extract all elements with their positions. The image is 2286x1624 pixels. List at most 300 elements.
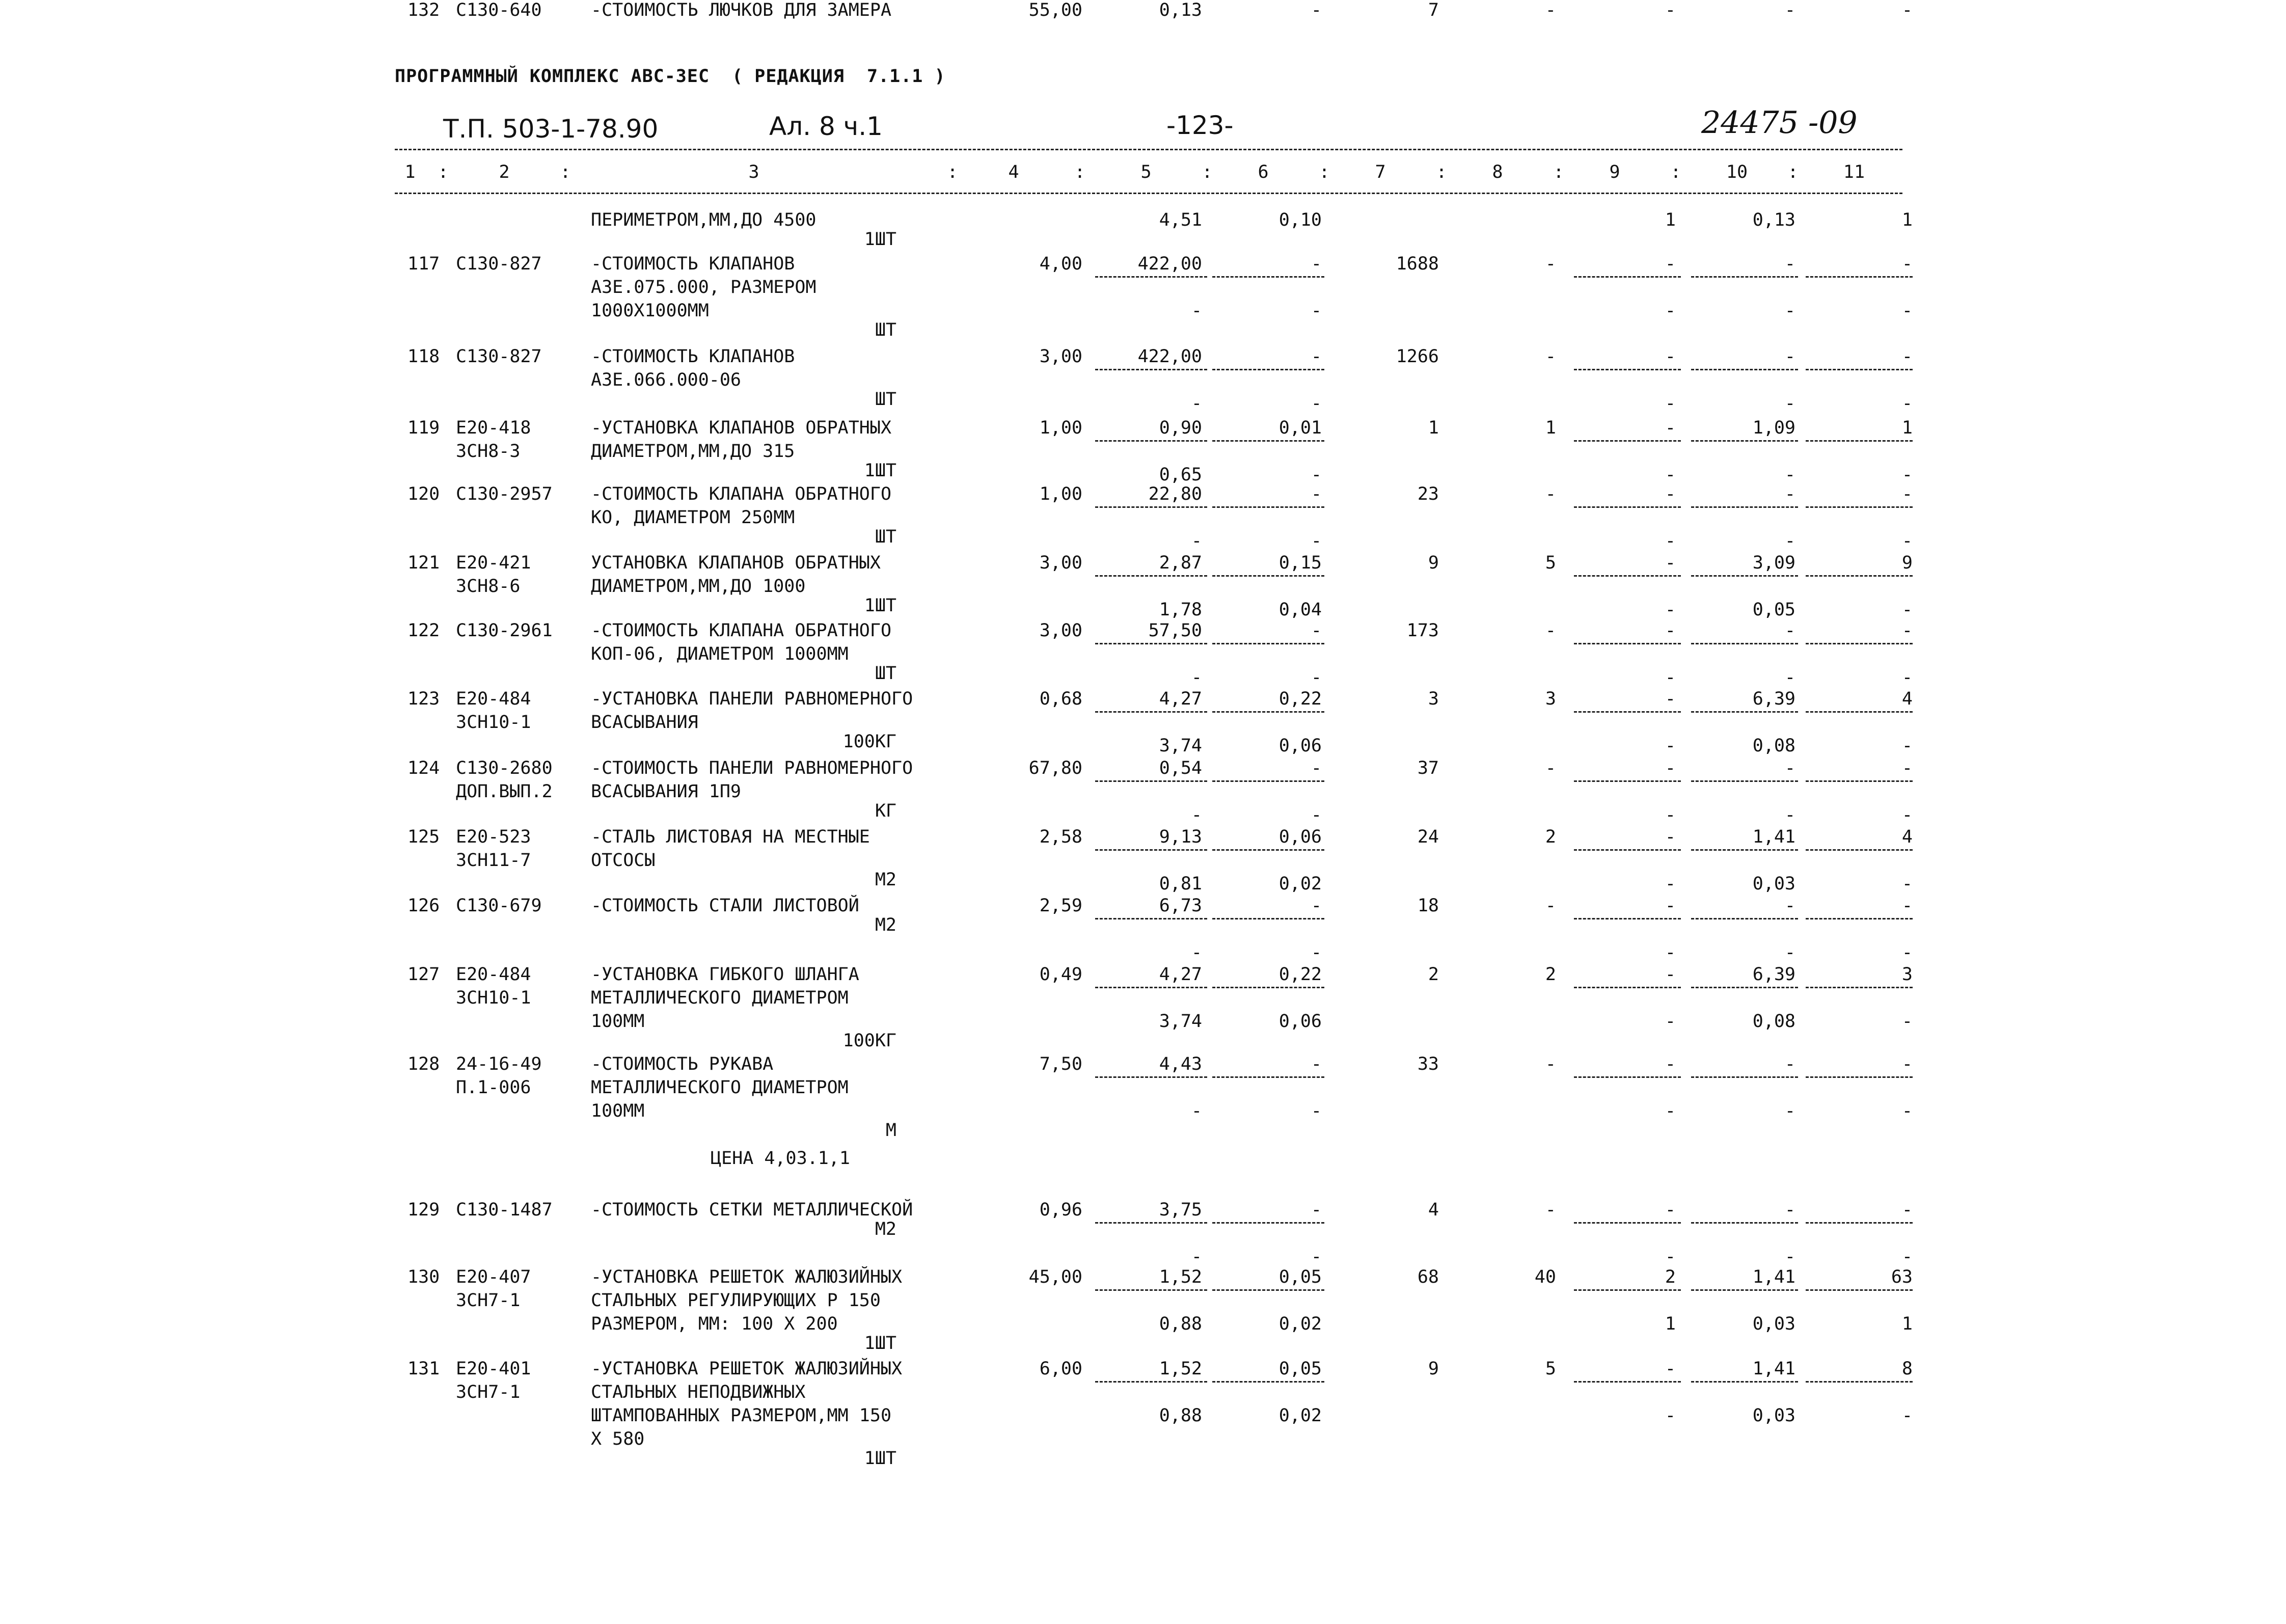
cell-c6a: 0,05 [1278,1359,1322,1379]
work-description: -СТОИМОСТЬ КЛАПАНА ОБРАТНОГО [591,620,892,641]
subtotal-rule [1806,643,1913,644]
subtotal-rule [1806,1076,1913,1078]
row-number: 119 [407,418,440,438]
unit-of-measure: 1ШТ [864,596,896,616]
cell-c5a: 22,80 [1148,484,1202,504]
column-number: 10 [1726,162,1748,182]
subtotal-rule [1095,1289,1207,1291]
work-description: ПЕРИМЕТРОМ,ММ,ДО 4500 [591,210,817,230]
cell-c11b: - [1901,1101,1913,1121]
column-number: 1 [404,162,416,182]
cell-c10b: - [1784,667,1795,688]
subtotal-rule [1574,918,1681,919]
cell-c10b: 0,05 [1752,600,1795,620]
cell-c9b: - [1665,1405,1676,1426]
cell-qty: 3,00 [1039,620,1082,641]
cell-c8: - [1545,484,1556,504]
cell-c5b: - [1191,301,1202,321]
subtotal-rule [1095,918,1207,919]
subtotal-rule [1095,780,1207,782]
norm-code: ЗСН10-1 [456,988,531,1008]
unit-of-measure: 1ШТ [864,461,896,481]
norm-code: Е20-484 [456,964,531,985]
norm-code: Е20-523 [456,827,531,847]
cell-c10a: 6,39 [1752,689,1795,709]
cell-c10a: 1,41 [1752,1359,1795,1379]
norm-code: С130-827 [456,254,542,274]
unit-of-measure: 1ШТ [864,1448,896,1469]
subtotal-rule [1212,987,1324,988]
cell-c9a: - [1665,484,1676,504]
cell-qty: 0,68 [1039,689,1082,709]
subtotal-rule [1095,987,1207,988]
subtotal-rule [1095,711,1207,713]
column-separator: : [1074,162,1085,182]
cell-c10b: - [1784,465,1795,485]
cell-c9a: - [1665,1359,1676,1379]
cell-qty: 4,00 [1039,254,1082,274]
cell-c5b: - [1191,805,1202,825]
subtotal-rule [1095,575,1207,577]
cell-qty: 3,00 [1039,553,1082,573]
cell-c6a: 0,01 [1278,418,1322,438]
subtotal-rule [1806,711,1913,713]
work-description: 100ММ [591,1011,645,1032]
subtotal-rule [1212,918,1324,919]
subtotal-rule [1574,369,1681,370]
cell-c7: 9 [1428,553,1439,573]
subtotal-rule [1691,440,1798,442]
work-description: ОТСОСЫ [591,850,656,871]
subtotal-rule [1691,506,1798,508]
subtotal-rule [1574,276,1681,278]
norm-code: П.1-006 [456,1077,531,1098]
subtotal-rule [1095,1222,1207,1224]
row-number: 129 [407,1200,440,1220]
cell-c6a: - [1311,1200,1322,1220]
subtotal-rule [1095,369,1207,370]
work-description: МЕТАЛЛИЧЕСКОГО ДИАМЕТРОМ [591,1077,849,1098]
cell-c11b: - [1901,736,1913,756]
work-description: ШТАМПОВАННЫХ РАЗМЕРОМ,ММ 150 [591,1405,892,1426]
cell-c11a: - [1901,1054,1913,1074]
cell-c10b: 0,13 [1752,210,1795,230]
cell-c8: 40 [1534,1267,1556,1287]
column-number: 3 [748,162,759,182]
cell-c9a: - [1665,758,1676,778]
cell-c6b: 0,02 [1278,1405,1322,1426]
subtotal-rule [1806,276,1913,278]
cell-qty: 7,50 [1039,1054,1082,1074]
work-description: 1000Х1000ММ [591,301,709,321]
cell-c7: 37 [1417,758,1439,778]
cell-c5a: 4,43 [1159,1054,1202,1074]
cell-c9b: - [1665,942,1676,963]
subtotal-rule [1806,1222,1913,1224]
subtotal-rule [1095,440,1207,442]
work-description: ДИАМЕТРОМ,ММ,ДО 1000 [591,576,806,597]
norm-code: ДОП.ВЫП.2 [456,781,553,802]
work-description: -СТОИМОСТЬ СЕТКИ МЕТАЛЛИЧЕСКОЙ [591,1200,913,1220]
work-description: -УСТАНОВКА РЕШЕТОК ЖАЛЮЗИЙНЫХ [591,1267,903,1287]
subtotal-rule [1212,849,1324,851]
cell-c9b: - [1665,667,1676,688]
subtotal-rule [1212,506,1324,508]
cell-c10a: 3,09 [1752,553,1795,573]
cell-c11b: - [1901,942,1913,963]
cell-c6b: 0,02 [1278,1314,1322,1334]
cell-c9b: - [1665,531,1676,551]
column-separator: : [947,162,958,182]
cell-qty: 1,00 [1039,418,1082,438]
cell-c6a: 0,10 [1278,210,1322,230]
subtotal-rule [1574,575,1681,577]
cell-c5a: 9,13 [1159,827,1202,847]
cell-c5a: 1,52 [1159,1267,1202,1287]
work-description: СТАЛЬНЫХ РЕГУЛИРУЮЩИХ Р 150 [591,1290,881,1311]
column-number: 6 [1258,162,1269,182]
cell-c11a: - [1901,0,1913,20]
cell-c7: 23 [1417,484,1439,504]
cell-c11a: - [1901,346,1913,367]
subtotal-rule [1691,780,1798,782]
row-number: 121 [407,553,440,573]
cell-c9a: - [1665,553,1676,573]
cell-c6a: - [1311,620,1322,641]
subtotal-rule [1691,1076,1798,1078]
cell-qty: 1,00 [1039,484,1082,504]
subtotal-rule [1691,575,1798,577]
cell-c5b: 3,74 [1159,1011,1202,1032]
norm-code: С130-679 [456,896,542,916]
column-number: 9 [1609,162,1620,182]
subtotal-rule [1574,1076,1681,1078]
work-description: -УСТАНОВКА ГИБКОГО ШЛАНГА [591,964,859,985]
subtotal-rule [1212,711,1324,713]
subtotal-rule [1691,276,1798,278]
subtotal-rule [1806,918,1913,919]
cell-c8: - [1545,0,1556,20]
column-separator: : [1202,162,1213,182]
cell-c5b: 3,74 [1159,736,1202,756]
cell-qty: 67,80 [1028,758,1082,778]
subtotal-rule [1806,1381,1913,1383]
cell-c10b: - [1784,1101,1795,1121]
subtotal-rule [1691,849,1798,851]
work-description: АЗЕ.075.000, РАЗМЕРОМ [591,277,817,297]
cell-c7: 68 [1417,1267,1439,1287]
cell-c11a: - [1901,620,1913,641]
cell-c9a: - [1665,418,1676,438]
cell-c10a: - [1784,0,1795,20]
cell-c9a: - [1665,1054,1676,1074]
cell-c11a: 4 [1901,689,1913,709]
subtotal-rule [1212,369,1324,370]
subtotal-rule [1095,276,1207,278]
row-number: 125 [407,827,440,847]
cell-c9b: 1 [1665,210,1676,230]
norm-code: ЗСН8-6 [456,576,521,597]
cell-c6a: - [1311,254,1322,274]
subtotal-rule [1212,1222,1324,1224]
cell-c6b: - [1311,465,1322,485]
cell-c6a: - [1311,896,1322,916]
album-number: Ал. 8 ч.1 [769,112,883,141]
cell-c10a: - [1784,254,1795,274]
cell-c11b: 1 [1901,210,1913,230]
cell-c8: - [1545,620,1556,641]
cell-qty: 0,49 [1039,964,1082,985]
cell-c6b: 0,04 [1278,600,1322,620]
subtotal-rule [1212,780,1324,782]
cell-c9b: 1 [1665,1314,1676,1334]
row-number: 128 [407,1054,440,1074]
work-description: -УСТАНОВКА ПАНЕЛИ РАВНОМЕРНОГО [591,689,913,709]
cell-c10b: - [1784,942,1795,963]
unit-of-measure: М2 [875,915,896,935]
subtotal-rule [1806,506,1913,508]
cell-c5b: - [1191,942,1202,963]
work-description: -УСТАНОВКА РЕШЕТОК ЖАЛЮЗИЙНЫХ [591,1359,903,1379]
cell-c11b: - [1901,667,1913,688]
row-number: 120 [407,484,440,504]
cell-qty: 6,00 [1039,1359,1082,1379]
cell-qty: 3,00 [1039,346,1082,367]
row-number: 131 [407,1359,440,1379]
subtotal-rule [1806,440,1913,442]
subtotal-rule [1691,369,1798,370]
unit-of-measure: 100КГ [842,1031,896,1051]
cell-c9b: - [1665,1101,1676,1121]
cell-c5b: - [1191,393,1202,414]
cell-c11a: - [1901,484,1913,504]
norm-code: ЗСН8-3 [456,441,521,462]
work-description: ВСАСЫВАНИЯ [591,712,698,733]
unit-of-measure: ШТ [875,389,896,410]
cell-c10a: 1,41 [1752,827,1795,847]
norm-code: С130-2957 [456,484,553,504]
unit-of-measure: ШТ [875,527,896,547]
cell-c6a: 0,22 [1278,689,1322,709]
norm-code: ЗСН7-1 [456,1290,521,1311]
subtotal-rule [1691,1289,1798,1291]
work-description: КО, ДИАМЕТРОМ 250ММ [591,507,795,528]
cell-c10b: - [1784,805,1795,825]
column-number: 2 [499,162,510,182]
subtotal-rule [1806,1289,1913,1291]
cell-c10b: - [1784,1247,1795,1267]
cell-c10b: 0,03 [1752,1314,1795,1334]
cell-c9a: - [1665,620,1676,641]
cell-c10b: 0,08 [1752,736,1795,756]
work-description: -СТОИМОСТЬ ПАНЕЛИ РАВНОМЕРНОГО [591,758,913,778]
unit-of-measure: 100КГ [842,732,896,752]
subtotal-rule [1806,369,1913,370]
cell-c7: 173 [1406,620,1439,641]
unit-of-measure: 1ШТ [864,1333,896,1354]
document-number: 24475 -09 [1701,105,1858,141]
cell-c9a: - [1665,827,1676,847]
column-number: 11 [1843,162,1865,182]
cell-c7: 3 [1428,689,1439,709]
cell-c7: 33 [1417,1054,1439,1074]
norm-code: Е20-401 [456,1359,531,1379]
norm-code: Е20-484 [456,689,531,709]
cell-c9b: - [1665,465,1676,485]
subtotal-rule [1574,1222,1681,1224]
cell-c6a: - [1311,1054,1322,1074]
cell-c9b: - [1665,600,1676,620]
cell-c10b: - [1784,393,1795,414]
cell-c11b: - [1901,301,1913,321]
cell-c7: 4 [1428,1200,1439,1220]
cell-c7: 2 [1428,964,1439,985]
norm-code: С130-2961 [456,620,553,641]
cell-c6b: 0,06 [1278,1011,1322,1032]
unit-of-measure: ШТ [875,663,896,684]
subtotal-rule [1806,780,1913,782]
work-description: -СТОИМОСТЬ СТАЛИ ЛИСТОВОЙ [591,896,859,916]
subtotal-rule [1212,1381,1324,1383]
subtotal-rule [1574,711,1681,713]
cell-c9b: - [1665,805,1676,825]
subtotal-rule [1691,987,1798,988]
cell-c5a: 1,52 [1159,1359,1202,1379]
cell-c11a: - [1901,896,1913,916]
norm-code: С130-1487 [456,1200,553,1220]
cell-c10a: - [1784,346,1795,367]
cell-c9b: - [1665,736,1676,756]
cell-c11a: 4 [1901,827,1913,847]
cell-c9a: - [1665,1200,1676,1220]
cell-c11b: - [1901,1247,1913,1267]
column-separator: : [1553,162,1564,182]
cell-c11a: 63 [1891,1267,1913,1287]
cell-c5a: 57,50 [1148,620,1202,641]
subtotal-rule [1212,276,1324,278]
cell-c8: 5 [1545,1359,1556,1379]
norm-code: Е20-421 [456,553,531,573]
cell-c10a: 6,39 [1752,964,1795,985]
work-description: АЗЕ.066.000-06 [591,370,742,390]
unit-of-measure: М2 [875,1219,896,1239]
subtotal-rule [1212,440,1324,442]
column-separator: : [560,162,571,182]
cell-c8: 5 [1545,553,1556,573]
cell-c6b: - [1311,667,1322,688]
cell-c8: - [1545,896,1556,916]
subtotal-rule [1212,575,1324,577]
subtotal-rule [1691,1222,1798,1224]
cell-c11a: - [1901,758,1913,778]
cell-c9a: - [1665,964,1676,985]
cell-c5b: - [1191,667,1202,688]
cell-c9b: - [1665,874,1676,894]
work-description: -СТОИМОСТЬ ЛЮЧКОВ ДЛЯ ЗАМЕРА [591,0,892,20]
cell-c6a: 0,05 [1278,1267,1322,1287]
cell-c11a: 8 [1901,1359,1913,1379]
row-number: 126 [407,896,440,916]
cell-c10a: - [1784,896,1795,916]
work-description: 100ММ [591,1101,645,1121]
cell-c11b: - [1901,531,1913,551]
cell-c10b: - [1784,531,1795,551]
subtotal-rule [1691,643,1798,644]
cell-c8: 3 [1545,689,1556,709]
cell-c6a: - [1311,346,1322,367]
cell-c11b: - [1901,805,1913,825]
cell-c11a: 3 [1901,964,1913,985]
cell-c5b: - [1191,1247,1202,1267]
subtotal-rule [1691,918,1798,919]
subtotal-rule [1095,1076,1207,1078]
row-number: 124 [407,758,440,778]
work-description: -СТАЛЬ ЛИСТОВАЯ НА МЕСТНЫЕ [591,827,870,847]
cell-c8: - [1545,758,1556,778]
cell-c6a: 0,22 [1278,964,1322,985]
column-separator: : [1319,162,1330,182]
cell-c5b: 0,88 [1159,1314,1202,1334]
work-description: -СТОИМОСТЬ КЛАПАНОВ [591,254,795,274]
subtotal-rule [1095,849,1207,851]
row-number: 130 [407,1267,440,1287]
row-number: 117 [407,254,440,274]
unit-of-measure: ШТ [875,320,896,340]
cell-c10a: - [1784,758,1795,778]
project-code: Т.П. 503-1-78.90 [443,114,659,144]
cell-c5b: - [1191,531,1202,551]
cell-c5b: 0,88 [1159,1405,1202,1426]
cell-c7: 24 [1417,827,1439,847]
norm-code: Е20-407 [456,1267,531,1287]
cell-c5b: 1,78 [1159,600,1202,620]
subtotal-rule [1691,711,1798,713]
work-description: УСТАНОВКА КЛАПАНОВ ОБРАТНЫХ [591,553,881,573]
cell-c7: 9 [1428,1359,1439,1379]
cell-c5a: 2,87 [1159,553,1202,573]
work-description: -СТОИМОСТЬ РУКАВА [591,1054,774,1074]
column-number: 7 [1375,162,1386,182]
cell-c9a: - [1665,689,1676,709]
subtotal-rule [1574,849,1681,851]
cell-c10a: - [1784,1054,1795,1074]
cell-c11a: 9 [1901,553,1913,573]
cell-c10a: - [1784,484,1795,504]
cell-c10b: 0,08 [1752,1011,1795,1032]
cell-c5a: 6,73 [1159,896,1202,916]
work-description: -СТОИМОСТЬ КЛАПАНОВ [591,346,795,367]
cell-c6b: - [1311,805,1322,825]
norm-code: Е20-418 [456,418,531,438]
subtotal-rule [1574,643,1681,644]
work-description: ДИАМЕТРОМ,ММ,ДО 315 [591,441,795,462]
norm-code: ЗСН11-7 [456,850,531,871]
work-description: СТАЛЬНЫХ НЕПОДВИЖНЫХ [591,1382,806,1402]
cell-c5a: 4,51 [1159,210,1202,230]
cell-qty: 45,00 [1028,1267,1082,1287]
subtotal-rule [1574,440,1681,442]
header-bottom-rule [395,193,1902,194]
column-number: 8 [1492,162,1503,182]
cell-c10a: - [1784,1200,1795,1220]
cell-c5a: 0,90 [1159,418,1202,438]
cell-c7: 1688 [1396,254,1439,274]
cell-c6b: - [1311,1101,1322,1121]
cell-c11b: - [1901,600,1913,620]
row-number: 127 [407,964,440,985]
cell-c5b: 0,81 [1159,874,1202,894]
cell-qty: 2,59 [1039,896,1082,916]
